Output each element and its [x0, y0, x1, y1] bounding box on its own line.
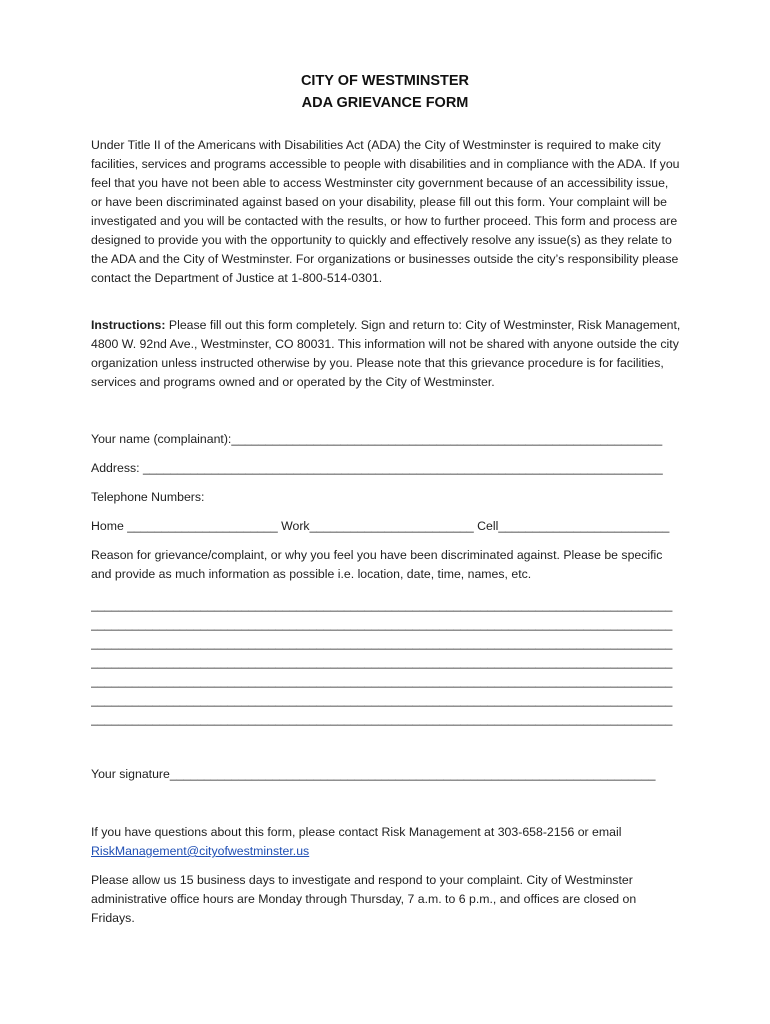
contact-text: If you have questions about this form, please contact Risk Management at 303-658-2156 or email	[91, 825, 622, 839]
signature-blank[interactable]: _______________________________________________________________________	[169, 767, 656, 781]
home-phone-blank[interactable]: ______________________	[127, 519, 278, 533]
reason-line[interactable]: _____________________________________________________________________________________	[91, 655, 673, 669]
phone-numbers-row	[91, 517, 681, 536]
signature-row	[91, 765, 681, 784]
instructions-text: Please fill out this form completely. Sign and return to: City of Westminster, Risk Management, 4800 W. 92nd Ave., Westminster, CO 80031. This information will not be shared with anyone outside the city organization unless instructed otherwise by you. Please note that this grievance procedure is for facilities, services and programs owned and or operated by the City of Westminster.	[91, 318, 681, 389]
allow-paragraph: Please allow us 15 business days to investigate and respond to your complaint. City of Westminster administrative office hours are Monday through Thursday, 7 a.m. to 6 p.m., and offices are closed on Fridays.	[91, 873, 637, 925]
telephone-label: Telephone Numbers:	[91, 490, 205, 504]
contact-email-row	[91, 842, 681, 861]
reason-line[interactable]: _____________________________________________________________________________________	[91, 712, 673, 726]
name-blank[interactable]: _______________________________________________________________	[231, 432, 663, 446]
cell-label: Cell	[473, 519, 499, 533]
instructions-paragraph	[91, 316, 681, 392]
work-label: Work	[277, 519, 310, 533]
address-field-row	[91, 459, 681, 478]
reason-prompt: Reason for grievance/complaint, or why you feel you have been discriminated against. Please be specific and provide as much information as possible i.e. location, date, time, names, etc.	[91, 548, 663, 581]
name-field-row	[91, 430, 681, 449]
title-city: CITY OF WESTMINSTER	[300, 73, 470, 89]
address-label: Address:	[91, 461, 143, 475]
name-label: Your name (complainant):	[91, 432, 232, 446]
contact-email-link[interactable]: RiskManagement@cityofwestminster.us	[91, 844, 310, 858]
address-blank[interactable]: ____________________________________________________________________________	[142, 461, 663, 475]
reason-line[interactable]: _____________________________________________________________________________________	[91, 598, 673, 612]
reason-line[interactable]: _____________________________________________________________________________________	[91, 636, 673, 650]
home-label: Home	[91, 519, 128, 533]
signature-label: Your signature	[91, 767, 170, 781]
work-phone-blank[interactable]: ________________________	[309, 519, 474, 533]
reason-line[interactable]: _____________________________________________________________________________________	[91, 617, 673, 631]
intro-paragraph: Under Title II of the Americans with Disabilities Act (ADA) the City of Westminster is required to make city facilities, services and programs accessible to people with disabilities and in compliance with the ADA. If you feel that you have not been able to access Westminster city government because of an accessibility issue, or have been discriminated against based on your disability, please fill out this form. Your complaint will be investigated and you will be contacted with the results, or how to further proceed. This form and process are designed to provide you with the opportunity to quickly and effectively resolve any issue(s) as they relate to the ADA and the City of Westminster. For organizations or businesses outside the city’s responsibility please contact the Department of Justice at 1-800-514-0301.	[91, 138, 680, 285]
reason-line[interactable]: _____________________________________________________________________________________	[91, 674, 673, 688]
reason-line[interactable]: _____________________________________________________________________________________	[91, 693, 673, 707]
instructions-label: Instructions:	[91, 318, 166, 332]
cell-phone-blank[interactable]: _________________________	[498, 519, 670, 533]
title-form: ADA GRIEVANCE FORM	[301, 95, 469, 111]
